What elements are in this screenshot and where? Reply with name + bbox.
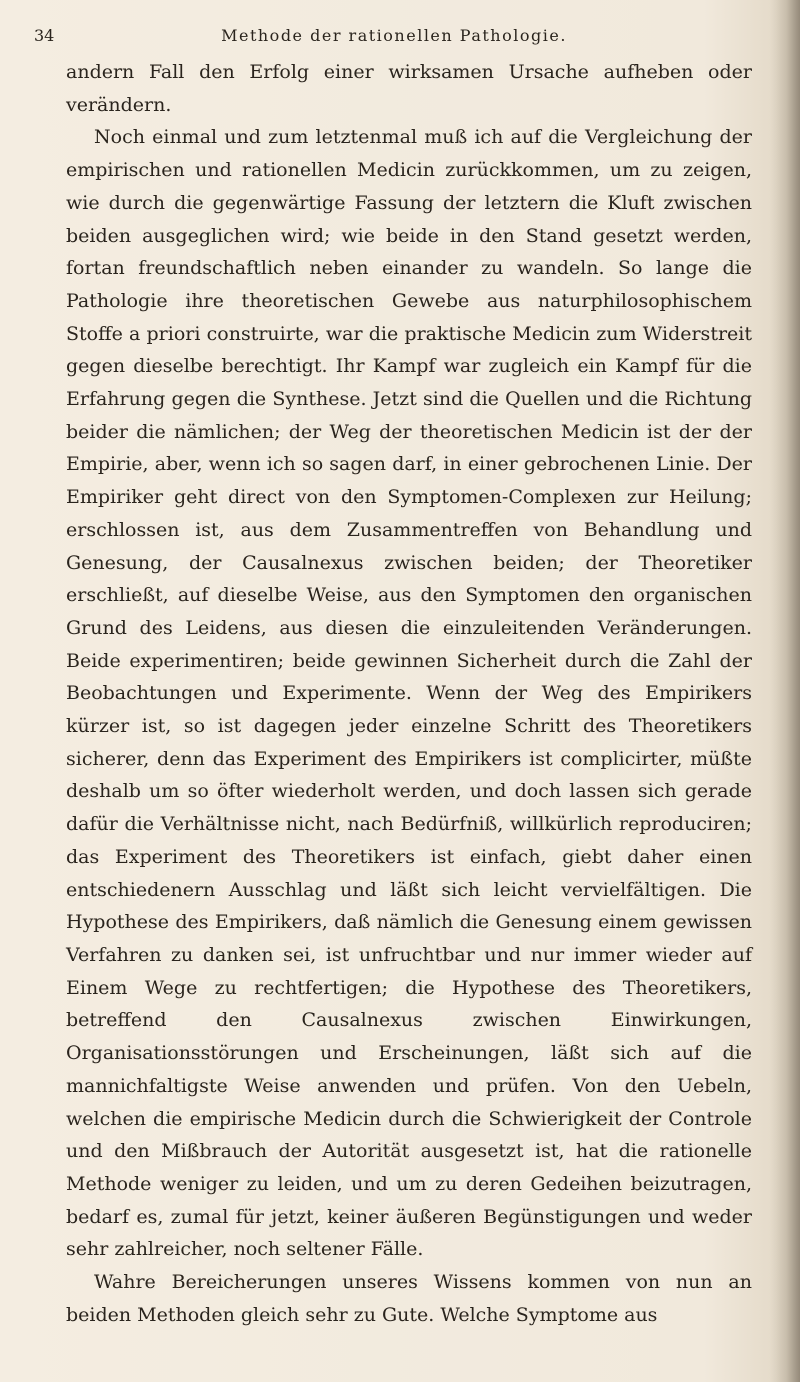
page-number: 34 (34, 26, 55, 45)
running-head: Methode der rationellen Pathologie. (221, 26, 567, 45)
page-edge-shadow (770, 0, 800, 1382)
page-header (34, 10, 754, 44)
paragraph-2: Noch einmal und zum letztenmal muß ich auf die Vergleichung der empirischen und rationellen Medicin zurückkommen, um zu zeigen, wie durch die gegenwärtige Fassung der letztern die Kluft zwischen beiden ausgeglichen wird; wie beide in den Stand gesetzt werden, fortan freundschaftlich neben einander zu wandeln. So lange die Pathologie ihre theoretischen Gewebe aus naturphilosophischem Stoffe a priori construirte, war die praktische Medicin zum Widerstreit gegen dieselbe berechtigt. Ihr Kampf war zugleich ein Kampf für die Erfahrung gegen die Synthese. Jetzt sind die Quellen und die Richtung beider die nämlichen; der Weg der theoretischen Medicin ist der der Empirie, aber, wenn ich so sagen darf, in einer gebrochenen Linie. Der Empiriker geht direct von den Symptomen-Complexen zur Heilung; erschlossen ist, aus dem Zusammentreffen von Behandlung und Genesung, der Causalnexus zwischen beiden; der Theoretiker erschließt, auf dieselbe Weise, aus den Symptomen den organischen Grund des Leidens, aus diesen die einzuleitenden Veränderungen. Beide experimentiren; beide gewinnen Sicherheit durch die Zahl der Beobachtungen und Experimente. Wenn der Weg des Empirikers kürzer ist, so ist dagegen jeder einzelne Schritt des Theoretikers sicherer, denn das Experiment des Empirikers ist complicirter, müßte deshalb um so öfter wiederholt werden, und doch lassen sich gerade dafür die Verhältnisse nicht, nach Bedürfniß, willkürlich reproduciren; das Experiment des Theoretikers ist einfach, giebt daher einen entschiedenern Ausschlag und läßt sich leicht vervielfältigen. Die Hypothese des Empirikers, daß nämlich die Genesung einem gewissen Verfahren zu danken sei, ist unfruchtbar und nur immer wieder auf Einem Wege zu rechtfertigen; die Hypothese des Theoretikers, betreffend den Causalnexus zwischen Einwirkungen, Organisationsstörungen und Erscheinungen, läßt sich auf die mannichfaltigste Weise anwenden und prüfen. Von den Uebeln, welchen die empirische Medicin durch die Schwierigkeit der Controle und den Mißbrauch der Autorität ausgesetzt ist, hat die rationelle Methode weniger zu leiden, und um zu deren Gedeihen beizutragen, bedarf es, zumal für jetzt, keiner äußeren Begünstigungen und weder sehr zahlreicher, noch seltener Fälle. (66, 126, 752, 1261)
paragraph-1: andern Fall den Erfolg einer wirksamen Ursache aufheben oder verändern. (66, 61, 752, 116)
body-text (66, 56, 752, 1331)
paragraph-3: Wahre Bereicherungen unseres Wissens kommen von nun an beiden Methoden gleich sehr zu Gute. Welche Symptome aus (66, 1271, 752, 1326)
